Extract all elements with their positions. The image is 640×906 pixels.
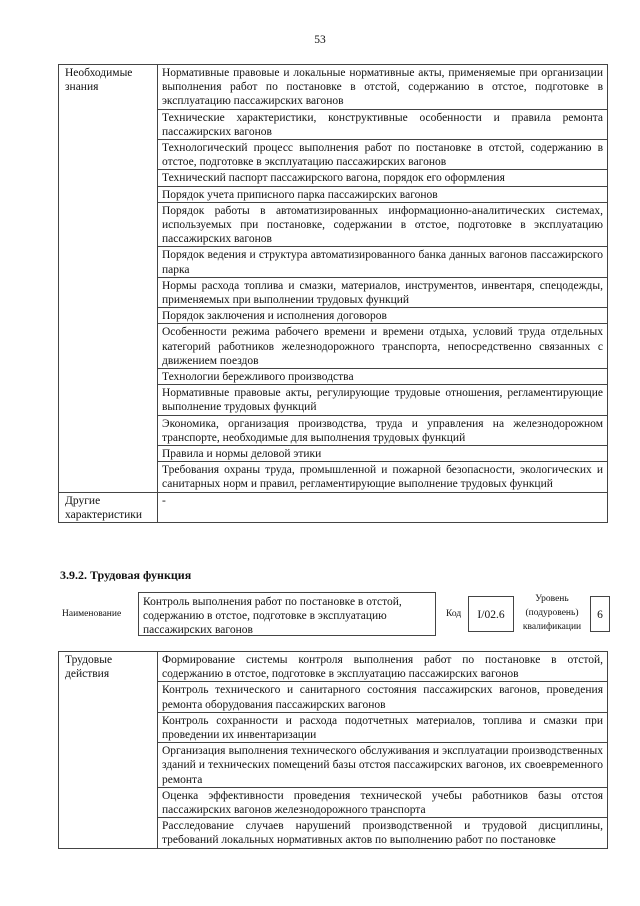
knowledge-item: Технический паспорт пассажирского вагона, порядок его оформления bbox=[158, 170, 608, 186]
knowledge-item: Порядок заключения и исполнения договоров bbox=[158, 308, 608, 324]
labor-actions-header: Трудовые действия bbox=[59, 652, 158, 849]
code-label: Код bbox=[446, 609, 462, 619]
other-characteristics-value: - bbox=[158, 492, 608, 522]
knowledge-item: Особенности режима рабочего времени и времени отдыха, условий труда отдельных категорий работников железнодорожного транспорта, непосредственно связанных с движением поездов bbox=[158, 324, 608, 369]
function-name-box: Контроль выполнения работ по постановке в отстой, содержанию в отстое, подготовке в эксплуатацию пассажирских вагонов bbox=[138, 592, 436, 636]
knowledge-item: Технологии бережливого производства bbox=[158, 369, 608, 385]
knowledge-item: Нормативные правовые акты, регулирующие трудовые отношения, регламентирующие выполнение трудовых функций bbox=[158, 385, 608, 415]
qualification-level-box: 6 bbox=[590, 596, 610, 632]
knowledge-item: Нормы расхода топлива и смазки, материалов, инструментов, инвентаря, спецодежды, применяемых при выполнении трудовых функций bbox=[158, 277, 608, 307]
knowledge-item: Порядок ведения и структура автоматизированного банка данных вагонов пассажирского парка bbox=[158, 247, 608, 277]
labor-action-item: Организация выполнения технического обслуживания и эксплуатации производственных зданий и технических помещений базы отстоя пассажирских вагонов, их своевременного ремонта bbox=[158, 743, 608, 788]
knowledge-table bbox=[58, 64, 608, 523]
labor-action-item: Контроль технического и санитарного состояния пассажирских вагонов, проведения ремонта оборудования пассажирских вагонов bbox=[158, 682, 608, 712]
knowledge-item: Порядок учета приписного парка пассажирских вагонов bbox=[158, 186, 608, 202]
section-title: 3.9.2. Трудовая функция bbox=[60, 568, 192, 582]
labor-action-item: Оценка эффективности проведения технической учебы работников базы отстоя пассажирских вагонов железнодорожного транспорта bbox=[158, 787, 608, 817]
other-characteristics-header: Другие характеристики bbox=[59, 492, 158, 522]
function-header bbox=[58, 590, 618, 640]
knowledge-item: Правила и нормы деловой этики bbox=[158, 446, 608, 462]
knowledge-item: Нормативные правовые и локальные нормативные акты, применяемые при организации выполнения работ по постановке в отстой, содержанию в отстое, подготовке в эксплуатацию пассажирских вагонов bbox=[158, 65, 608, 110]
knowledge-item: Порядок работы в автоматизированных информационно-аналитических системах, используемых при постановке, содержании в отстое, подготовке в эксплуатацию пассажирских вагонов bbox=[158, 202, 608, 247]
labor-action-item: Расследование случаев нарушений производственной и трудовой дисциплины, требований локальных нормативных актов по выполнению работ по постановке bbox=[158, 818, 608, 848]
knowledge-header: Необходимые знания bbox=[59, 65, 158, 493]
page-number: 53 bbox=[314, 34, 326, 46]
table-row bbox=[59, 65, 608, 110]
knowledge-item: Требования охраны труда, промышленной и пожарной безопасности, экологических и санитарных норм и правил, регламентирующие выполнение трудовых функций bbox=[158, 462, 608, 492]
table-row bbox=[59, 652, 608, 682]
knowledge-item: Технологический процесс выполнения работ по постановке в отстой, содержанию в отстое, подготовке в эксплуатацию пассажирских вагонов bbox=[158, 140, 608, 170]
function-code-box: I/02.6 bbox=[468, 596, 514, 632]
knowledge-item: Экономика, организация производства, труда и управления на железнодорожном транспорте, необходимые для выполнения трудовых функций bbox=[158, 415, 608, 445]
labor-action-item: Формирование системы контроля выполнения работ по постановке в отстой, содержанию в отстое, подготовке в эксплуатацию пассажирских вагонов bbox=[158, 652, 608, 682]
qualification-level-label: Уровень (подуровень) квалификации bbox=[522, 594, 582, 632]
labor-actions-table bbox=[58, 651, 608, 849]
labor-action-item: Контроль сохранности и расхода подотчетных материалов, топлива и смазки при проведении их инвентаризации bbox=[158, 712, 608, 742]
name-label: Наименование bbox=[62, 609, 122, 619]
knowledge-item: Технические характеристики, конструктивные особенности и правила ремонта пассажирских вагонов bbox=[158, 109, 608, 139]
table-row bbox=[59, 492, 608, 522]
